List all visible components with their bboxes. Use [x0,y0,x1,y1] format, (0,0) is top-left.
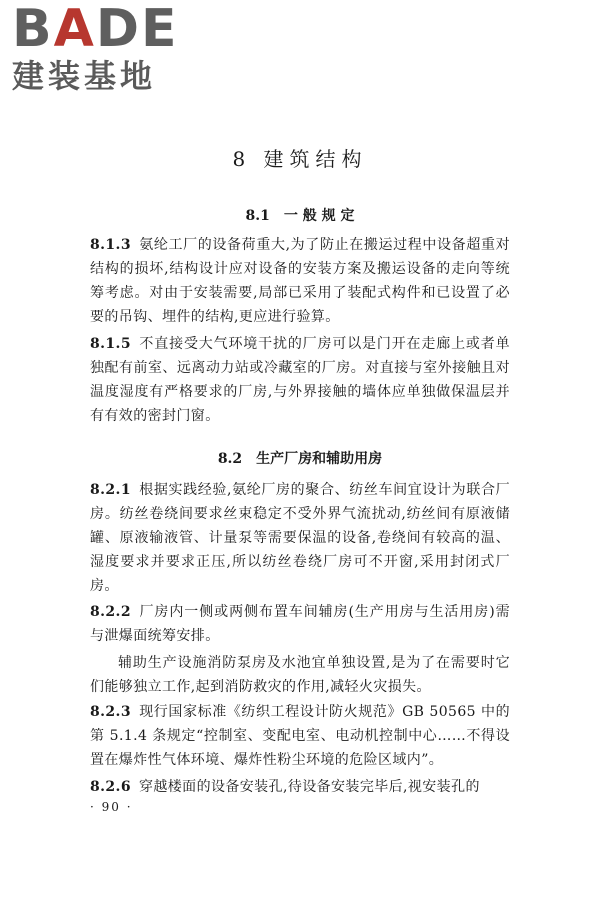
clause-text: 不直接受大气环境干扰的厂房可以是门开在走廊上或者单独配有前室、远离动力站或冷藏室的厂房。对直接与室外接触且对温度湿度有严格要求的厂房,与外界接触的墙体应单独做保温层并有有效的密封门窗。 [90,336,510,424]
clause-text: 氨纶工厂的设备荷重大,为了防止在搬运过程中设备超重对结构的损坏,结构设计应对设备的安装方案及搬运设备的走向等统筹考虑。对由于安装需要,局部已采用了装配式构件和已设置了必要的吊钩、埋件的结构,更应进行验算。 [90,237,510,325]
logo-subtitle: 建装基地 [12,57,157,95]
clause-8-1-3 [90,233,510,329]
clause-text: 穿越楼面的设备安装孔,待设备安装完毕后,视安装孔的 [138,779,480,795]
clause-text: 现行国家标准《纺织工程设计防火规范》GB 50565 中的第 5.1.4 条规定“控制室、变配电室、电动机控制中心……不得设置在爆炸性气体环境、爆炸性粉尘环境的危险区域内”。 [90,704,510,768]
section-number: 8.2 [217,451,243,467]
logo-wordmark [12,0,182,59]
clause-8-2-6 [90,775,510,799]
page-number: · 90 · [90,800,133,814]
clause-text: 厂房内一侧或两侧布置车间辅房(生产用房与生活用房)需与泄爆面统筹安排。 [90,604,510,644]
clause-8-2-1 [90,478,510,598]
section-title-8-2 [0,448,600,468]
clause-number: 8.2.2 [90,604,131,620]
logo-letter-a: A [53,0,96,59]
clause-8-2-3 [90,700,510,772]
clause-number: 8.1.5 [90,336,131,352]
bade-logo [12,2,182,102]
clause-number: 8.2.6 [90,779,131,795]
section-number: 8.1 [245,208,270,224]
section-label: 生产厂房和辅助用房 [256,451,383,467]
section-title-8-1 [0,205,600,225]
logo-letters-de: DE [95,0,179,59]
clause-number: 8.2.3 [90,704,131,720]
logo-letter-b: B [12,0,54,59]
clause-8-2-2 [90,600,510,648]
clause-8-1-5 [90,332,510,428]
clause-number: 8.2.1 [90,482,131,498]
chapter-title: 8 建筑结构 [232,147,368,171]
clause-text: 根据实践经验,氨纶厂房的聚合、纺丝车间宜设计为联合厂房。纺丝卷绕间要求丝束稳定不受外界气流扰动,纺丝间有原液储罐、原液输液管、计量泵等需要保温的设备,卷绕间有较高的温、湿度要求并要求正压,所以纺丝卷绕厂房可不开窗,采用封闭式厂房。 [90,482,510,594]
section-label: 一 般 规 定 [283,208,355,224]
clause-8-2-2-continued [90,651,510,699]
clause-number: 8.1.3 [90,237,131,253]
clause-text: 辅助生产设施消防泵房及水池宜单独设置,是为了在需要时它们能够独立工作,起到消防救灾的作用,减轻火灾损失。 [90,655,510,695]
